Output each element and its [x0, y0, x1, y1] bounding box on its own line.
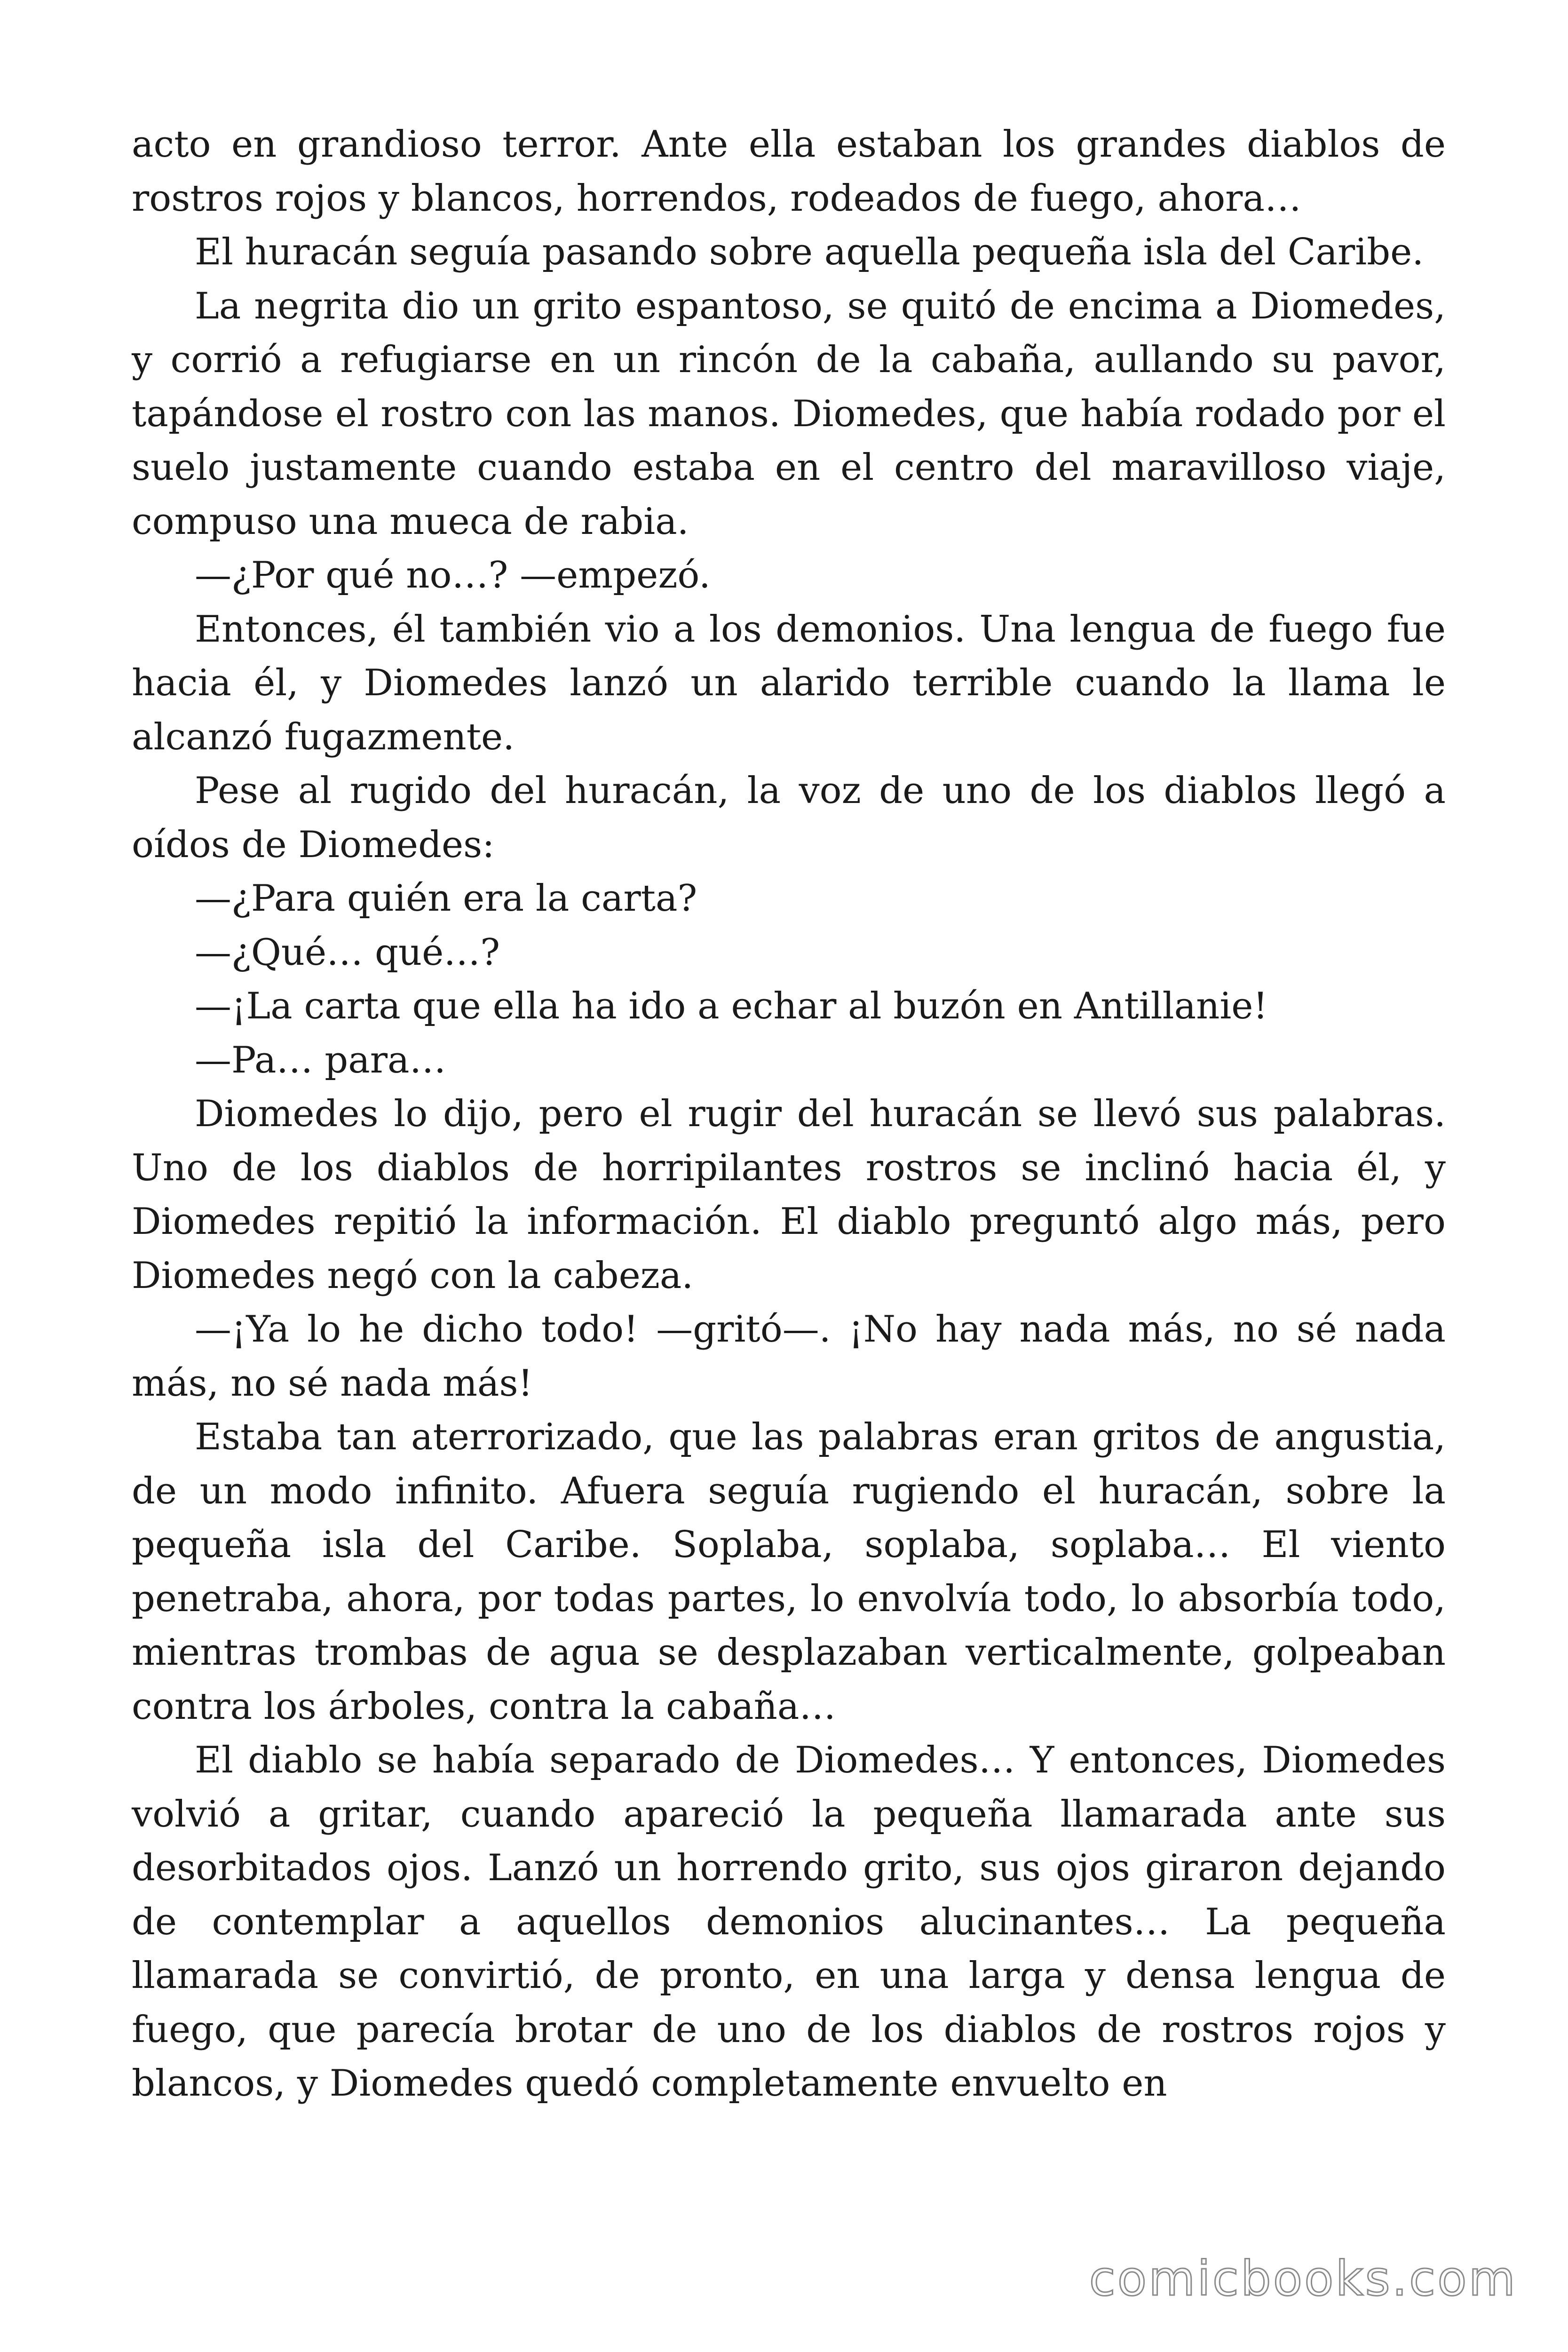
paragraph: —¡La carta que ella ha ido a echar al buzón en Antillanie!	[195, 985, 1268, 1027]
page-body	[132, 118, 1446, 2111]
paragraph: —Pa… para…	[195, 1039, 446, 1081]
paragraph: El diablo se había separado de Diomedes… Y entonces, Diomedes volvió a gritar, cuando apareció la pequeña llamarada ante sus desorbitados ojos. Lanzó un horrendo grito, sus ojos giraron dejando de contemplar a aquellos demonios alucinantes… La pequeña llamarada se convirtió, de pronto, en una larga y densa lengua de fuego, que parecía brotar de uno de los diablos de rostros rojos y blancos, y Diomedes quedó completamente envuelto en	[132, 1739, 1446, 2105]
paragraph: La negrita dio un grito espantoso, se quitó de encima a Diomedes, y corrió a refugiarse en un rincón de la cabaña, aullando su pavor, tapándose el rostro con las manos. Diomedes, que había rodado por el suelo justamente cuando estaba en el centro del maravilloso viaje, compuso una mueca de rabia.	[132, 285, 1446, 543]
paragraph: El huracán seguía pasando sobre aquella pequeña isla del Caribe.	[195, 231, 1424, 273]
paragraph: —¿Por qué no…? —empezó.	[195, 554, 711, 596]
watermark: comicbooks.com	[1089, 2251, 1517, 2307]
paragraph: Diomedes lo dijo, pero el rugir del huracán se llevó sus palabras. Uno de los diablos de horripilantes rostros se inclinó hacia él, y Diomedes repitió la información. El diablo preguntó algo más, pero Diomedes negó con la cabeza.	[132, 1093, 1446, 1297]
paragraph: Pese al rugido del huracán, la voz de uno de los diablos llegó a oídos de Diomedes:	[132, 770, 1446, 866]
paragraph: acto en grandioso terror. Ante ella estaban los grandes diablos de rostros rojos y blancos, horrendos, rodeados de fuego, ahora…	[132, 123, 1446, 220]
paragraph: Estaba tan aterrorizado, que las palabras eran gritos de angustia, de un modo infinito. Afuera seguía rugiendo el huracán, sobre la pequeña isla del Caribe. Soplaba, soplaba, soplaba… El viento penetraba, ahora, por todas partes, lo envolvía todo, lo absorbía todo, mientras trombas de agua se desplazaban verticalmente, golpeaban contra los árboles, contra la cabaña…	[132, 1416, 1446, 1728]
paragraph: —¡Ya lo he dicho todo! —gritó—. ¡No hay nada más, no sé nada más, no sé nada más!	[132, 1308, 1446, 1405]
paragraph: —¿Para quién era la carta?	[195, 877, 697, 920]
paragraph: —¿Qué… qué…?	[195, 931, 500, 974]
paragraph: Entonces, él también vio a los demonios. Una lengua de fuego fue hacia él, y Diomedes lanzó un alarido terrible cuando la llama le alcanzó fugazmente.	[132, 608, 1446, 758]
